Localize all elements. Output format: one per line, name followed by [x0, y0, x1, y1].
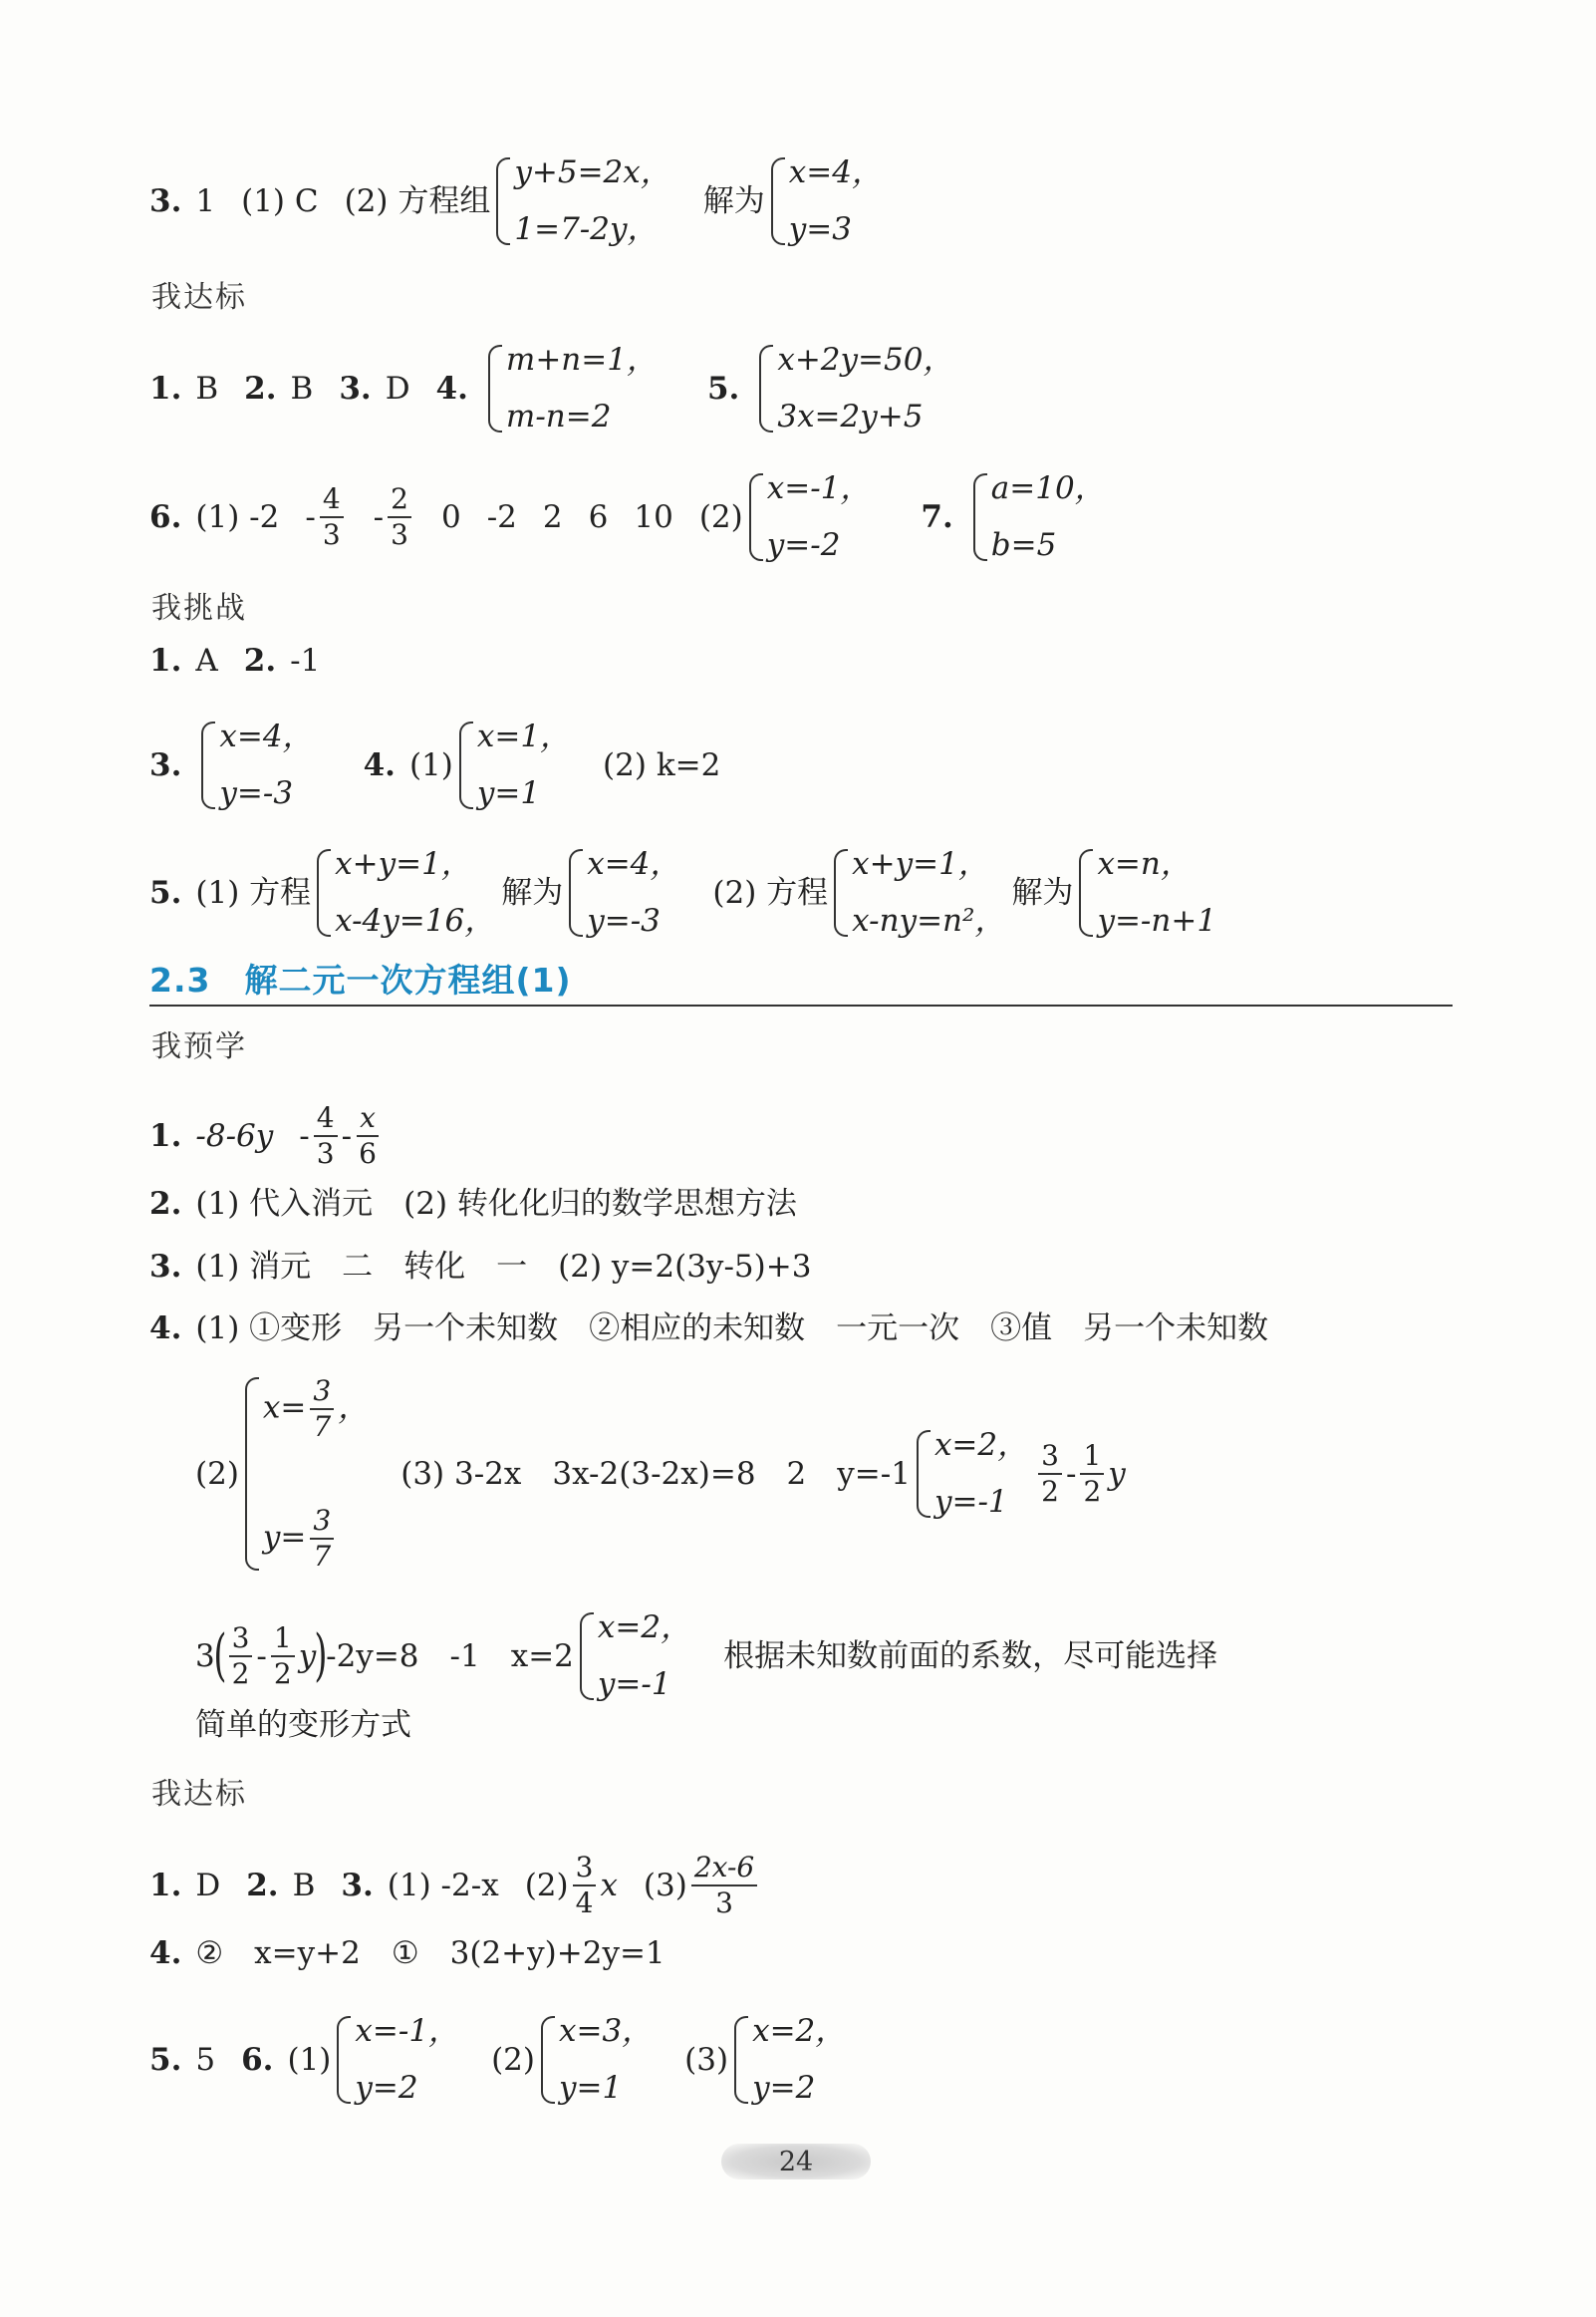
solution-system: x=n， y=-n+1: [1079, 849, 1216, 937]
answer-line-2: 2. (1) 代入消元 (2) 转化化归的数学思想方法: [149, 1186, 797, 1222]
fraction: $\frac{3}{4}$: [573, 1854, 597, 1917]
answer-line-6-7: 6. (1) -2 - $\frac{4}{3}$ - $\frac{2}{3}$ 0 -2 2 6 10 (2) x=-1， y=-2 7. a=10， b=5: [149, 470, 1106, 563]
fraction: $\frac{2x-6}{3}$: [691, 1854, 757, 1917]
equation-system: x+y=1， x-ny=n²，: [834, 849, 1005, 937]
solution-system: x=2， y=-1: [580, 1612, 691, 1700]
answer-line-4: 4. ② x=y+2 ① 3(2+y)+2y=1: [149, 1935, 665, 1971]
solution-system: x=4， y=3: [771, 157, 883, 245]
fraction: $\frac{4}{3}$: [320, 485, 344, 549]
answer-line-5: 5. (1) 方程 x+y=1， x-4y=16， 解为 x=4， y=-3 (2) 方程 x+y=1， x-ny=n²， 解为 x=n， y=-n+1: [149, 846, 1217, 939]
equation-system: y+5=2x， 1=7-2y，: [496, 157, 670, 245]
answer-line-4-continued: (2) x= $\frac{3}{7}$ ， y= $\frac{3}{7}$ (3) 3-2x 3x-2(3-2x)=8 2 y=-1 x=2， y=-1 $\frac{3}{2}$ - $\frac{1}{2}$ y: [195, 1374, 1126, 1573]
equation-system: m+n=1， m-n=2: [488, 345, 658, 433]
solution-system: x=2， y=2: [734, 2016, 846, 2104]
answer-line-3: 3. (1) 消元 二 转化 一 (2) y=2(3y-5)+3: [149, 1249, 812, 1285]
subheading-dabiao-2: 我达标: [151, 1777, 247, 1812]
fraction: $\frac{1}{2}$: [271, 1624, 295, 1688]
answer-line-4-continued-2: 3 ( $\frac{3}{2}$ - $\frac{1}{2}$ y ) -2y=8 -1 x=2 x=2， y=-1 根据未知数前面的系数，尽可能选择: [195, 1609, 1218, 1702]
equation-system: x+2y=50， 3x=2y+5: [759, 345, 953, 433]
fraction: $\frac{1}{2}$: [1080, 1442, 1104, 1506]
answer-line-1-5: 1. B 2. B 3. D 4. m+n=1， m-n=2 5. x+2y=50， 3x=2y+5: [149, 342, 954, 434]
solution-system: x=2， y=-1: [917, 1430, 1028, 1518]
section-divider: [149, 1005, 1453, 1007]
fraction: $\frac{3}{2}$: [229, 1624, 253, 1688]
answer-line-1: 1. -8-6y - $\frac{4}{3}$ - $\frac{x}{6}$: [149, 1104, 384, 1168]
solution-system: x=-1， y=-2: [749, 473, 872, 561]
solution-system: x=4， y=-3: [201, 722, 313, 809]
section-title: 2.3 解二元一次方程组(1): [149, 961, 572, 1000]
answer-line-3-top: 3. 1 (1) C (2) 方程组 y+5=2x， 1=7-2y， 解为 x=4， y=3: [149, 154, 883, 247]
subheading-yuxue: 我预学: [151, 1029, 247, 1064]
solution-system: x=4， y=-3: [569, 849, 680, 937]
equation-system: x+y=1， x-4y=16，: [317, 849, 495, 937]
subheading-dabiao: 我达标: [151, 280, 247, 315]
answer-line-4: 4. (1) ①变形 另一个未知数 ②相应的未知数 一元一次 ③值 另一个未知数: [149, 1310, 1269, 1346]
answer-line-1-3: 1. D 2. B 3. (1) -2-x (2) $\frac{3}{4}$ x (3) $\frac{2x-6}{3}$: [149, 1854, 761, 1917]
fraction: $\frac{2}{3}$: [388, 485, 411, 549]
solution-system: x=1， y=1: [459, 722, 571, 809]
page-number: 24: [721, 2144, 871, 2179]
solution-system: a=10， b=5: [973, 473, 1106, 561]
fraction: $\frac{x}{6}$: [359, 1101, 377, 1170]
solution-system: x= $\frac{3}{7}$ ， y= $\frac{3}{7}$: [245, 1377, 369, 1571]
answer-line-5-6: 5. 5 6. (1) x=-1， y=2 (2) x=3， y=1 (3) x=2， y=2: [149, 2013, 847, 2106]
subheading-tiaozhan: 我挑战: [151, 591, 247, 626]
fraction: $\frac{3}{2}$: [1038, 1442, 1062, 1506]
solution-system: x=-1， y=2: [337, 2016, 459, 2104]
solution-system: x=3， y=1: [541, 2016, 653, 2104]
answer-line-3-4: 3. x=4， y=-3 4. (1) x=1， y=1 (2) k=2: [149, 719, 721, 811]
answer-line-1-2: 1. A 2. -1: [149, 643, 321, 679]
answer-line-4-continued-3: 简单的变形方式: [195, 1707, 411, 1743]
fraction: $\frac{4}{3}$: [314, 1104, 338, 1168]
